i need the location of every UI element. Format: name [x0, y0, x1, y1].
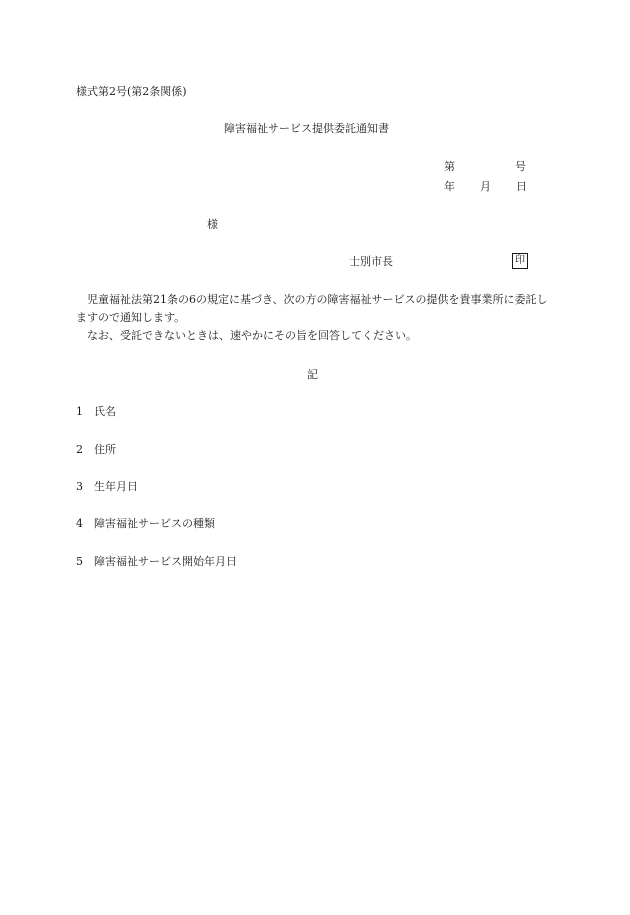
document-title: 障害福祉サービス提供委託通知書	[224, 122, 389, 135]
item-number: 1	[76, 405, 83, 418]
date-year-label: 年	[444, 180, 455, 193]
item-number: 3	[76, 480, 83, 493]
seal-stamp: 印	[512, 253, 528, 269]
body-paragraph-2: なお、受託できないときは、速やかにその旨を回答してください。	[87, 329, 417, 342]
record-heading: 記	[307, 368, 318, 381]
item-number: 2	[76, 443, 83, 456]
item-number: 4	[76, 517, 83, 530]
date-day-label: 日	[516, 180, 527, 193]
addressee-honorific: 様	[207, 218, 218, 231]
item-number: 5	[76, 555, 83, 568]
item-label-service-type: 障害福祉サービスの種類	[94, 517, 215, 530]
document-number-suffix: 号	[515, 160, 526, 173]
item-label-birthdate: 生年月日	[94, 480, 138, 493]
item-label-name: 氏名	[94, 405, 116, 418]
issuer-title: 士別市長	[349, 255, 393, 268]
document-number-prefix: 第	[444, 160, 455, 173]
item-label-service-start-date: 障害福祉サービス開始年月日	[94, 555, 237, 568]
body-paragraph-1: 児童福祉法第21条の6の規定に基づき、次の方の障害福祉サービスの提供を貴事業所に委託しますので通知します。	[76, 293, 548, 324]
date-month-label: 月	[480, 180, 491, 193]
item-label-address: 住所	[94, 443, 116, 456]
form-number-label: 様式第2号(第2条関係)	[76, 85, 187, 98]
